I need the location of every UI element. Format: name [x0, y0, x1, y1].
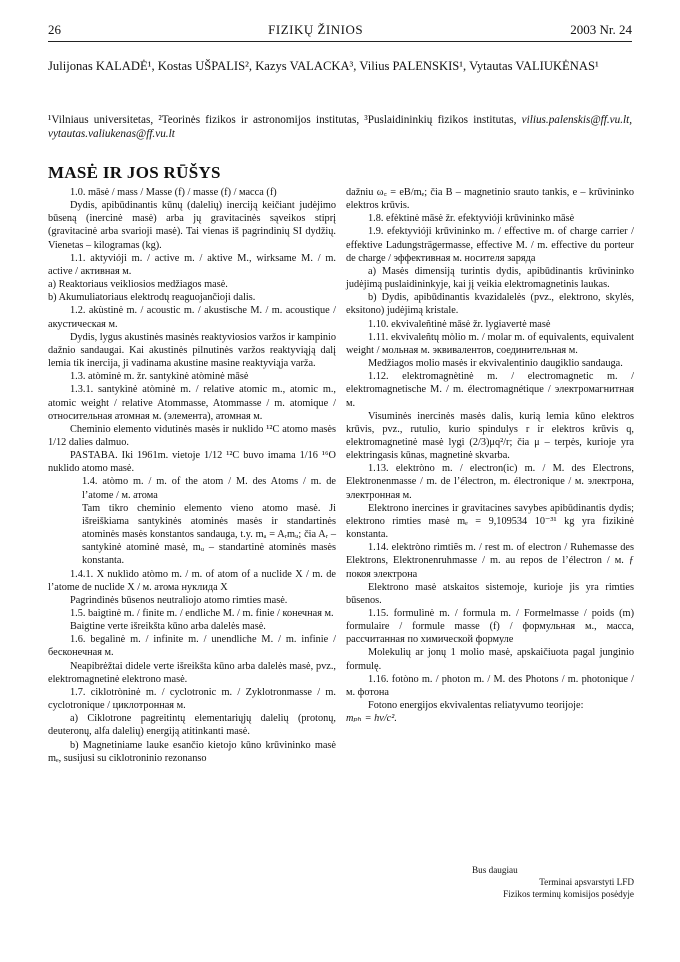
right-column — [346, 186, 634, 725]
term-entry: 1.16. fotòno m. / photon m. / M. des Photons / m. photonique / м. фотона — [346, 673, 634, 698]
term-definition: Dydis, lygus akustinės masinės reaktyviosios varžos ir kampinio dažnio sandaugai. Kai akustinės pilnutinės varžos reaktyviąją dalį lemia tik inercija, ji vadinama akustine masine reaktyviąja varža. — [48, 331, 336, 370]
term-definition: Baigtine verte išreikšta kūno arba dalelės masė. — [70, 621, 266, 633]
page-number: 26 — [48, 22, 61, 37]
running-header — [48, 22, 632, 38]
term-definition: Pagrindinės būsenos neutraliojo atomo rimties masė. — [70, 594, 288, 606]
term-entry: 1.0. māsė / mass / Masse (f) / masse (f) / масса (f) — [70, 187, 277, 198]
author-emails[interactable]: vilius.palenskis@ff.vu.lt, vytautas.valiukenas@ff.vu.lt — [48, 114, 633, 141]
header-rule — [48, 41, 632, 42]
issue-number: 2003 Nr. 24 — [570, 22, 632, 37]
term-definition: Dydis, apibūdinantis kūnų (dalelių) inerciją keičiant judėjimo būseną (inercinė masė) arba jų gravitacinės sąveikos stiprį (gravitacinė arba svarioji masė). Tai vienas iš pagrindinių SI dydžių. Vienetas – kilogramas (kg). — [48, 200, 336, 251]
authors: Julijonas KALADĖ¹, Kostas UŠPALIS², Kazys VALACKA³, Vilius PALENSKIS¹, Vytautas VALIUKĖNAS¹ — [48, 59, 599, 73]
term-definition: Visuminės inercinės masės dalis, kurią lemia kūno elektros krūvis, pvz., rutulio, kurio spindulys r ir elektros krūvis q, elektromagnetinė masė lygi (2/3)μq²/r; čia μ – terpės, kurioje yra elektringasis kūnas, magnetinė skvarba. — [346, 410, 634, 462]
term-entry: 1.3.1. santykìnė atòminė m. / relative atomic m., atomic m., atomic weight / relative Atommasse, Atommasse / m. atomique / относительная атомная м. (элемента), атомная м. — [48, 384, 336, 422]
term-definition: Elektrono masė atskaitos sistemoje, kurioje jis yra rimties būsenos. — [346, 581, 634, 606]
journal-name: FIZIKŲ ŽINIOS — [268, 22, 364, 37]
review-note: Terminai apsvarstyti LFD — [539, 877, 634, 887]
term-entry: 1.4.1. X nuklìdo atòmo m. / m. of atom of a nuclide X / m. de l’atome de nuclide X / м. атома нуклида X — [48, 568, 336, 593]
term-entry: 1.14. elektròno rimtiẽs m. / rest m. of electron / Ruhemasse des Elektrons, Elektronenruhmasse / m. au repos de l’électron / м. ƒ покоя электрона — [346, 542, 634, 580]
term-definition: b) Magnetiniame lauke esančio kietojo kūno krūvininko masė mₑ, susijusi su ciklotroninio rezonanso — [48, 739, 336, 764]
term-definition: a) Masės dimensiją turintis dydis, apibūdinantis krūvininko judėjimą puslaidininkyje, kai jį veikia elektromagnetinis laukas. — [346, 265, 634, 291]
term-entry: 1.11. ekvivaleñtų mòlio m. / molar m. of equivalents, equivalent weight / мольная м. эквивалентов, соединительная м. — [346, 331, 634, 356]
term-definition: dažniu ω꜀ = eB/mₑ; čia B – magnetinio srauto tankis, e – krūvininko elektros krūvis. — [346, 187, 634, 212]
term-definition: Neapibrėžtai didele verte išreikšta kūno arba dalelės masė, pvz., elektromagnetinė elektrono masė. — [48, 660, 336, 685]
term-entry: 1.4. atòmo m. / m. of the atom / M. des Atoms / m. de l’atome / м. атома — [82, 476, 336, 501]
term-definition: Elektrono inercines ir gravitacines savybes apibūdinantis dydis; elektrono rimties masė mₑ = 9,109534 10⁻³¹ kg yra fizikinė konstanta. — [346, 502, 634, 541]
term-entry: 1.9. efektyvióji krūvininko m. / effective m. of charge carrier / effektive Ladungsträgermasse, effective M. / m. effective du porteur de charge / эффективная м. носителя заряда — [346, 226, 634, 264]
term-entry: 1.13. elektròno m. / electron(ic) m. / M. des Electrons, Elektronenmasse / m. de l’électron, m. électronique / м. электрона, электронная м. — [346, 463, 634, 501]
formula: mₚₕ = hν/c². — [346, 713, 397, 725]
term-note: PASTABA. Iki 1961m. vietoje 1/12 ¹²C buvo imama 1/16 ¹⁶O nuklido atomo masė. — [48, 450, 336, 475]
term-entry: 1.2. akùstinė m. / acoustic m. / akustische M. / m. acoustique / акустическая м. — [48, 305, 336, 330]
term-definition: Fotono energijos ekvivalentas reliatyvumo teorijoje: — [368, 700, 584, 712]
term-definition: Medžiagos molio masės ir ekvivalentinio daugiklio sandauga. — [368, 358, 623, 370]
closing-notes — [472, 864, 634, 900]
term-entry: 1.5. baigtìnė m. / finite m. / endliche M. / m. finie / конечная м. — [70, 608, 334, 619]
term-entry: 1.7. ciklotròninė m. / cyclotronic m. / Zyklotronmasse / m. cyclotronique / циклотронная м. — [48, 686, 336, 712]
term-entry: 1.6. begalìnė m. / infinite m. / unendliche M. / m. infinie / бесконечная м. — [48, 634, 336, 659]
affiliation-text: ¹Vilniaus universitetas, ²Teorinės fizikos ir astronomijos institutas, ³Puslaidininkių fizikos institutas, — [48, 114, 517, 126]
term-entry: 1.1. aktyvióji m. / active m. / aktive M., wirksame M. / m. active / активная м. — [48, 252, 336, 277]
term-entry: 1.10. ekvivaleñtinė māsė žr. lygiavertė masė — [368, 318, 551, 330]
term-entry: 1.12. elektromagnètinė m. / electromagnetic m. / elektromagnetische M. / m. électromagnétique / электромагнитная м. — [346, 371, 634, 409]
review-note-2: Fizikos terminų komisijos posėdyje — [503, 889, 634, 899]
term-entry: 1.8. efèktinė māsė žr. efektyvióji krūvininko māsė — [368, 213, 575, 225]
term-entry: 1.3. atòminė m. žr. santykìnė atòminė māsė — [70, 371, 249, 383]
term-definition: b) Akumuliatoriaus elektrodų reaguojančioji dalis. — [48, 292, 256, 304]
term-definition: Molekulių ar jonų 1 molio masė, apskaičiuota pagal junginio formulę. — [346, 647, 634, 672]
term-definition: b) Dydis, apibūdinantis kvazidalelės (pvz., elektrono, skylės, eksitono) judėjimą kristale. — [346, 292, 634, 317]
article-title: MASĖ IR JOS RŪŠYS — [48, 163, 221, 182]
term-definition: Tam tikro cheminio elemento vieno atomo masė. Ji išreiškiama santykinės atominės masės ir standartinės atominės masės konstantos sandauga, t.y. mₐ = Aᵣmᵤ; čia Aᵣ – santykinė atominė masė, mᵤ – standartinė atominės masės konstanta. — [82, 502, 336, 567]
term-entry: 1.15. formulìnė m. / formula m. / Formelmasse / poids (m) formulaire / formule masse (f) / формульная м., масса, рассчитанная по химической формуле — [346, 608, 634, 646]
to-be-continued: Bus daugiau — [472, 865, 518, 875]
term-definition: a) Ciklotrone pagreitintų elementariųjų dalelių (protonų, deuteronų, alfa dalelių) energiją atitinkanti masė. — [48, 713, 336, 738]
term-definition: Cheminio elemento vidutinės masės ir nuklido ¹²C atomo masės 1/12 dalies dalmuo. — [48, 423, 336, 448]
affiliations — [48, 113, 632, 141]
left-column — [48, 186, 336, 765]
term-definition: a) Reaktoriaus veikliosios medžiagos masė. — [48, 279, 228, 291]
